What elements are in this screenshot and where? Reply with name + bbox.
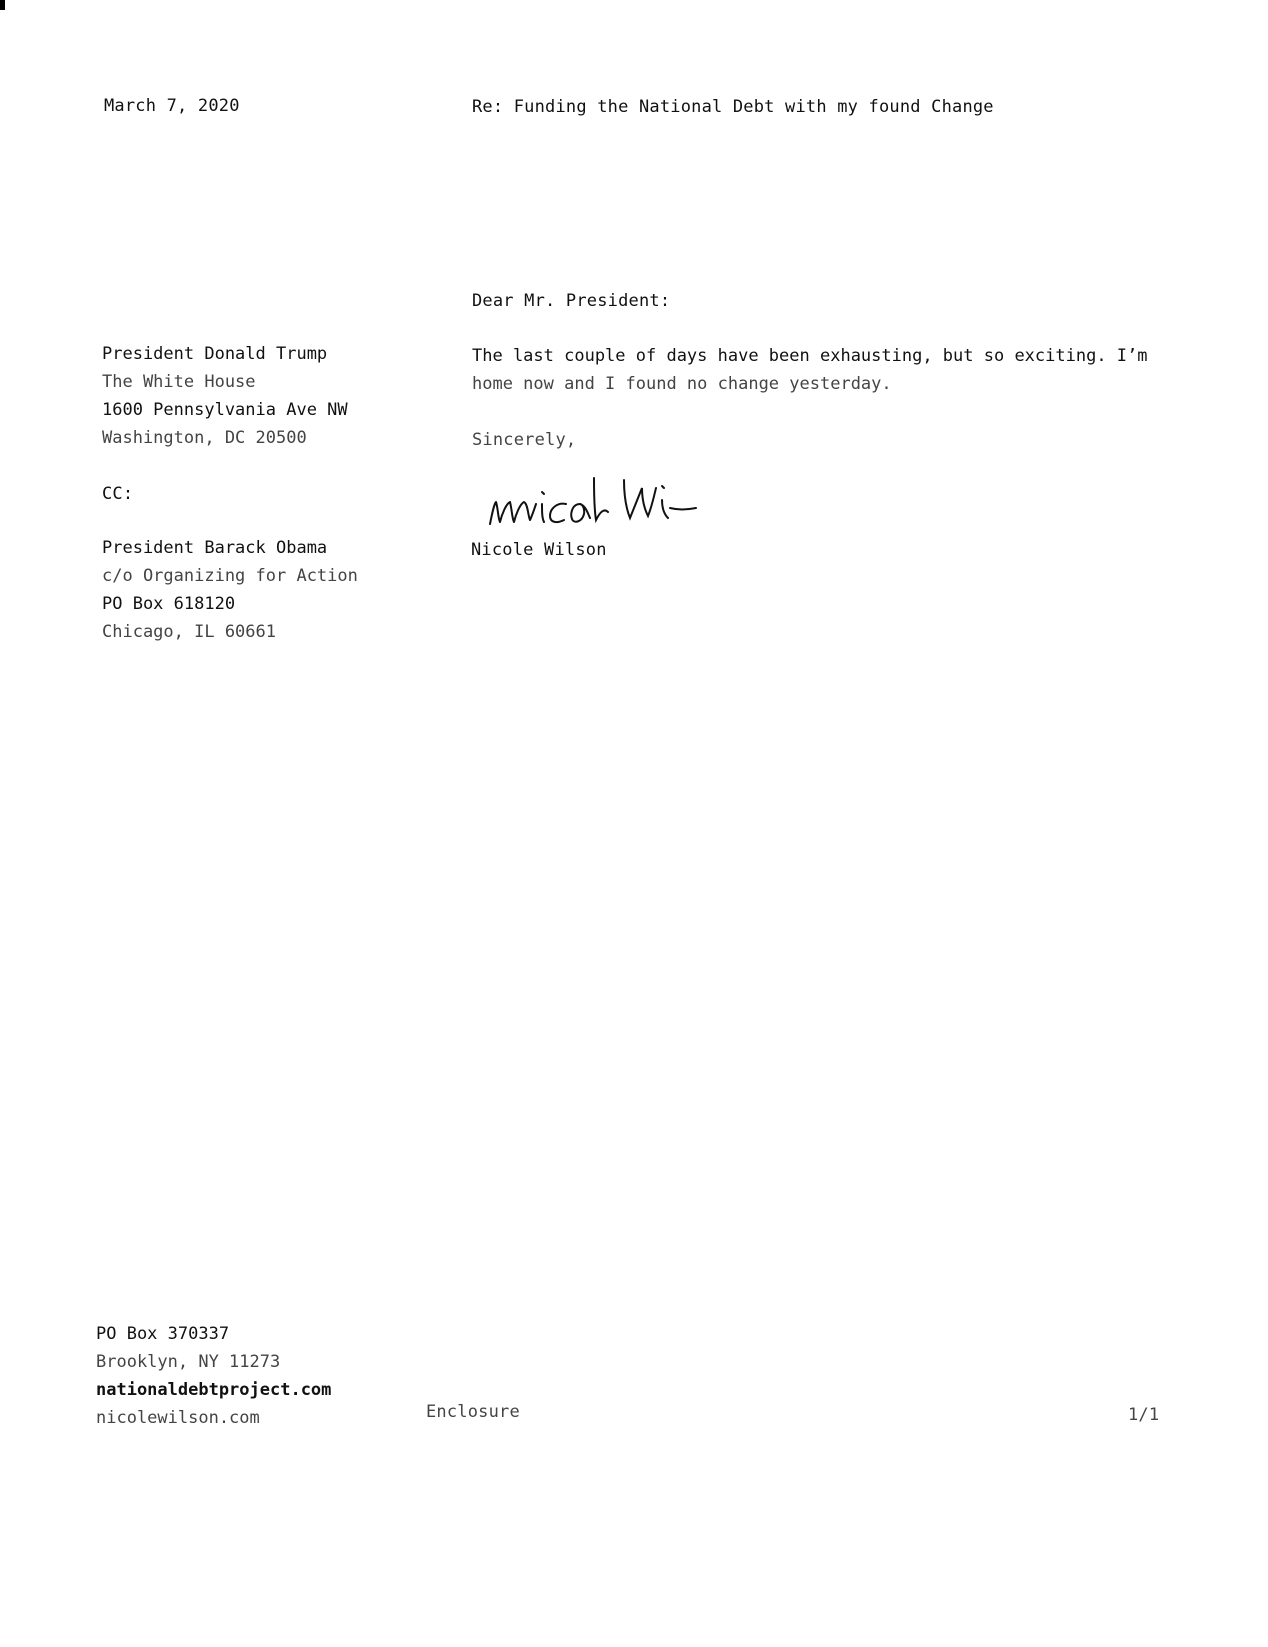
recipient-line: 1600 Pennsylvania Ave NW: [102, 400, 348, 420]
letter-subject: Re: Funding the National Debt with my found Change: [472, 97, 994, 117]
sender-website: nicolewilson.com: [96, 1408, 260, 1428]
sender-website: nationaldebtproject.com: [96, 1380, 332, 1400]
signer-name: Nicole Wilson: [471, 540, 607, 560]
handwritten-signature: [484, 474, 724, 544]
recipient-line: President Donald Trump: [102, 344, 328, 364]
page-number: 1/1: [1128, 1405, 1160, 1425]
letter-date: March 7, 2020: [104, 96, 240, 116]
letter-body: [472, 342, 1148, 398]
salutation: Dear Mr. President:: [472, 291, 671, 311]
body-line: The last couple of days have been exhausting, but so exciting. I’m: [472, 346, 1148, 366]
closing: Sincerely,: [472, 430, 577, 450]
cc-line: President Barack Obama: [102, 538, 328, 558]
recipient-line: Washington, DC 20500: [102, 428, 307, 448]
sender-line: PO Box 370337: [96, 1324, 230, 1344]
recipient-line: The White House: [102, 372, 256, 392]
body-line: home now and I found no change yesterday.: [472, 374, 892, 394]
cc-line: PO Box 618120: [102, 594, 236, 614]
cc-line: Chicago, IL 60661: [102, 622, 276, 642]
cc-address: [102, 534, 358, 646]
cc-line: c/o Organizing for Action: [102, 566, 358, 586]
recipient-address: [102, 340, 348, 452]
cc-label: CC:: [102, 484, 134, 504]
sender-line: Brooklyn, NY 11273: [96, 1352, 281, 1372]
sender-address: [96, 1320, 331, 1432]
enclosure-note: Enclosure: [426, 1402, 520, 1422]
scan-edge-mark: [0, 0, 5, 10]
